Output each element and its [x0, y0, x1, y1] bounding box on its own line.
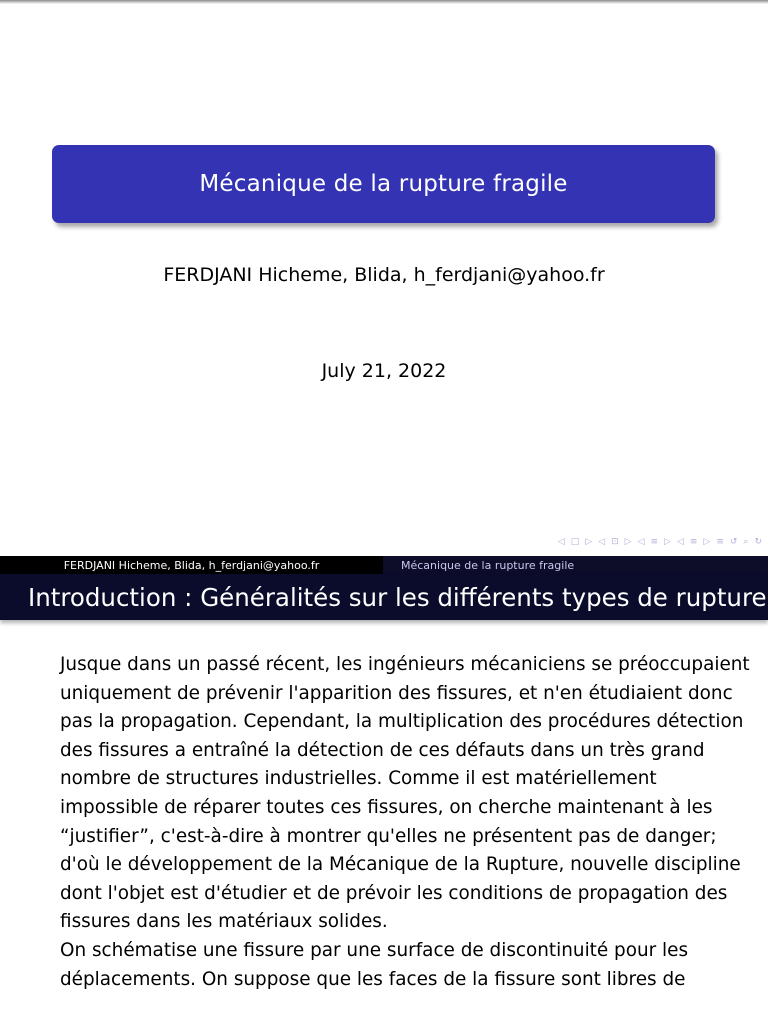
nav-slide-icon[interactable]: □ [570, 537, 580, 547]
presentation-date: July 21, 2022 [321, 360, 447, 382]
body-paragraph: Jusque dans un passé récent, les ingénieurs mécaniciens se préoccupaient uniquement de prévenir l'apparition des fissures, et n'en étudiaient donc pas la propagation. Cependant, la multiplication des procédures détection des fissures a entraîné la détection de ces défauts dans un très grand nombre de structures industrielles. Comme il est matériellement impossible de réparer toutes ces fissures, on cherche maintenant à les “justifier”, c'est-à-dire à montrer qu'elles ne présentent pas de danger; d'où le développement de la Mécanique de la Rupture, nouvelle discipline dont l'objet est d'étudier et de prévoir les conditions de propagation des fissures dans les matériaux solides. [60, 654, 750, 933]
nav-subsection-icon[interactable]: ≡ [650, 537, 658, 547]
nav-section-icon[interactable]: ≡ [689, 537, 698, 547]
title-block [52, 145, 715, 223]
nav-search-icon[interactable]: ⌕ [743, 537, 749, 547]
nav-frame-icon[interactable]: ⊡ [611, 537, 619, 547]
presentation-title: Mécanique de la rupture fragile [199, 171, 568, 197]
author-line: FERDJANI Hicheme, Blida, h_ferdjani@yahoo.fr [163, 264, 605, 286]
slide-body [60, 651, 750, 994]
slide-footer [0, 556, 768, 574]
nav-prev-section-icon[interactable]: ◁ [676, 537, 684, 547]
nav-next-subsection-icon[interactable]: ▷ [664, 537, 671, 547]
beamer-navigation-bar [558, 535, 762, 549]
footer-author: FERDJANI Hicheme, Blida, h_ferdjani@yahoo.fr [0, 556, 383, 574]
nav-prev-subsection-icon[interactable]: ◁ [637, 537, 645, 547]
nav-next-frame-icon[interactable]: ▷ [624, 537, 632, 547]
footer-title: Mécanique de la rupture fragile [383, 556, 768, 574]
body-paragraph: On schématise une fissure par une surface de discontinuité pour les déplacements. On suppose que les faces de la fissure sont libres de [60, 939, 689, 990]
page-top-edge [0, 0, 768, 4]
nav-back-icon[interactable]: ↺ [729, 537, 738, 547]
nav-next-slide-icon[interactable]: ▷ [585, 537, 593, 547]
nav-next-section-icon[interactable]: ▷ [703, 537, 711, 547]
nav-prev-frame-icon[interactable]: ◁ [598, 537, 606, 547]
nav-forward-icon[interactable]: ↻ [754, 537, 762, 547]
nav-document-icon[interactable]: ≡ [716, 537, 724, 547]
nav-prev-slide-icon[interactable]: ◁ [557, 537, 565, 547]
frame-title: Introduction : Généralités sur les différents types de rupture [0, 574, 768, 620]
